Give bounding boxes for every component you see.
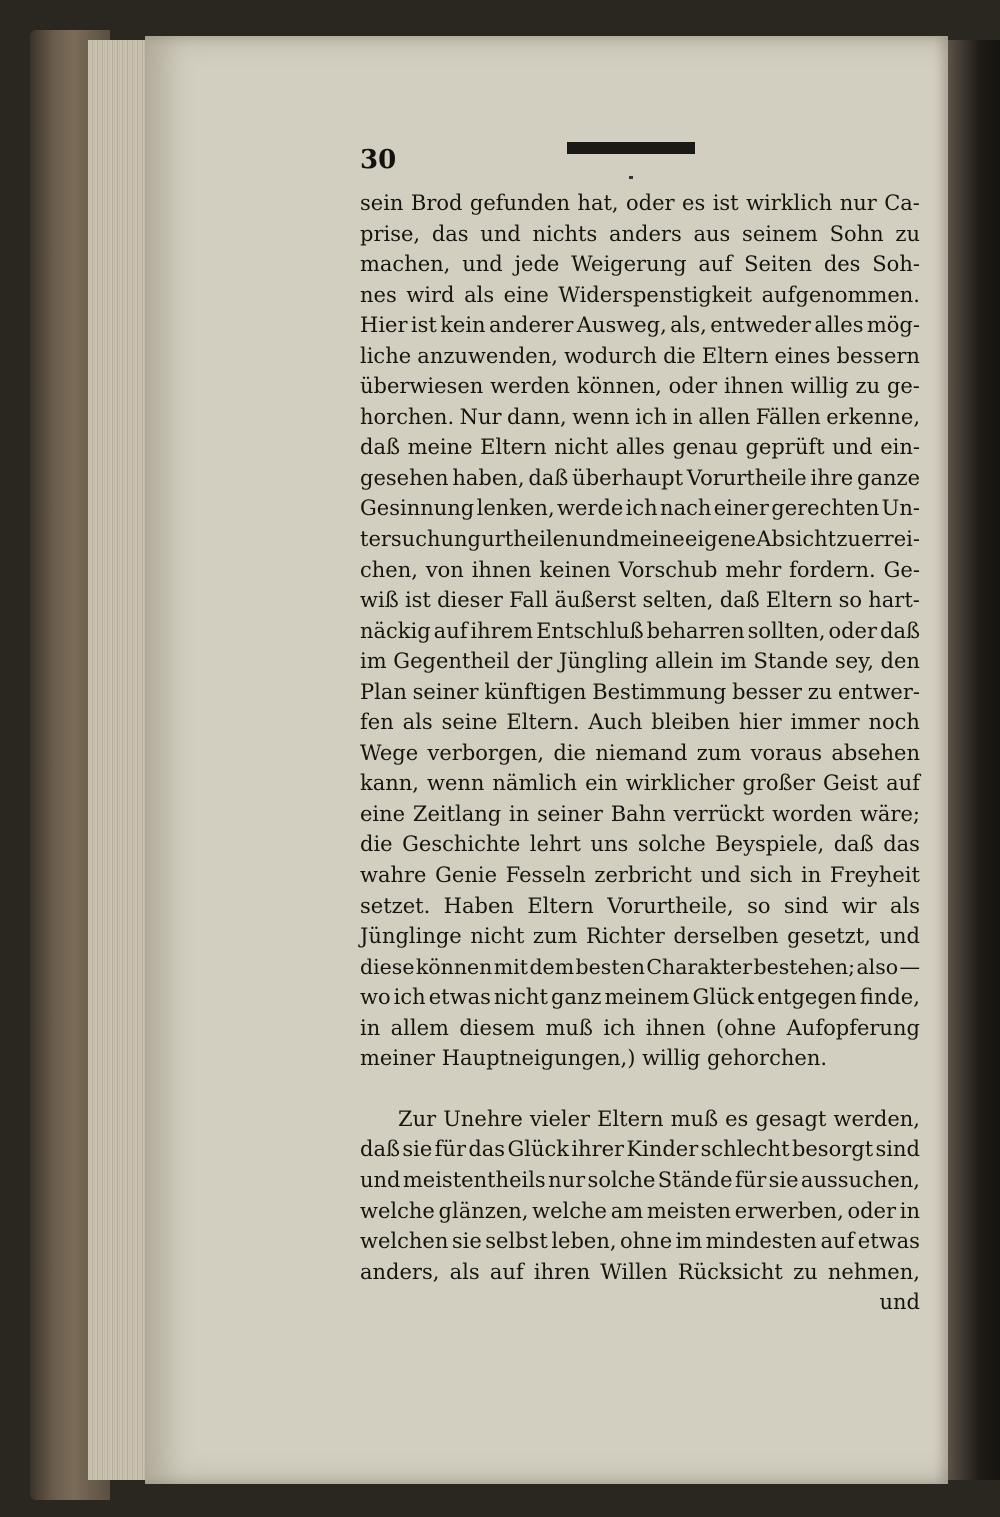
text-line: kann, wenn nämlich ein wirklicher großer Geist auf [360, 771, 920, 796]
catchword: und [879, 1290, 920, 1315]
text-line: fen als seine Eltern. Auch bleiben hier immer noch [360, 710, 920, 735]
facing-page-shadow [948, 40, 1000, 1480]
paragraph-gap [360, 1074, 920, 1104]
text-line: Hier ist kein anderer Ausweg, als, entweder alles mög- [360, 313, 920, 338]
text-line: Zur Unehre vieler Eltern muß es gesagt werden, [398, 1106, 920, 1131]
text-line: welchen sie selbst leben, ohne im mindesten auf etwas [360, 1229, 920, 1254]
text-line: tersuchung urtheilen und meine eigene Absicht zu errei- [360, 527, 920, 552]
text-line: anders, als auf ihren Willen Rücksicht zu nehmen, [360, 1259, 920, 1284]
text-line: chen, von ihnen keinen Vorschub mehr fordern. Ge- [360, 557, 920, 582]
paragraph-1 [360, 188, 920, 1074]
text-line: wo ich etwas nicht ganz meinem Glück entgegen finde, [360, 985, 920, 1010]
text-line: Plan seiner künftigen Bestimmung besser zu entwer- [360, 679, 920, 704]
text-line: in allem diesem muß ich ihnen (ohne Aufopferung [360, 1015, 920, 1040]
page-number: 30 [360, 145, 397, 175]
text-line: machen, und jede Weigerung auf Seiten des Soh- [360, 252, 920, 277]
text-line: wahre Genie Fesseln zerbricht und sich in Freyheit [360, 863, 920, 888]
text-line: im Gegentheil der Jüngling allein im Stande sey, den [360, 649, 920, 674]
text-line: diese können mit dem besten Charakter bestehen; also — [360, 954, 920, 979]
text-line: überwiesen werden können, oder ihnen willig zu ge- [360, 374, 920, 399]
text-line: setzet. Haben Eltern Vorurtheile, so sind wir als [360, 893, 920, 918]
text-line: prise, das und nichts anders aus seinem Sohn zu [360, 221, 920, 246]
header-tick-mark [629, 176, 633, 179]
paragraph-2 [360, 1104, 920, 1287]
page-text [360, 188, 920, 1318]
text-line: horchen. Nur dann, wenn ich in allen Fällen erkenne, [360, 404, 920, 429]
text-line: Gesinnung lenken, werde ich nach einer gerechten Un- [360, 496, 920, 521]
page-stack-edge [88, 40, 148, 1480]
text-line: nes wird als eine Widerspenstigkeit aufgenommen. [360, 282, 920, 307]
text-line: welche glänzen, welche am meisten erwerben, oder in [360, 1198, 920, 1223]
text-line: daß meine Eltern nicht alles genau geprüft und ein- [360, 435, 920, 460]
text-line: eine Zeitlang in seiner Bahn verrückt worden wäre; [360, 801, 920, 826]
text-line: näckig auf ihrem Entschluß beharren sollten, oder daß [360, 618, 920, 643]
text-line: gesehen haben, daß überhaupt Vorurtheile ihre ganze [360, 465, 920, 490]
text-line: Wege verborgen, die niemand zum voraus absehen [360, 740, 920, 765]
text-line: wiß ist dieser Fall äußerst selten, daß Eltern so hart- [360, 588, 920, 613]
header-rule [567, 142, 695, 154]
text-line: sein Brod gefunden hat, oder es ist wirklich nur Ca- [360, 191, 920, 215]
text-line: daß sie für das Glück ihrer Kinder schlecht besorgt sind [360, 1137, 920, 1162]
text-line: liche anzuwenden, wodurch die Eltern eines bessern [360, 343, 920, 368]
text-line: die Geschichte lehrt uns solche Beyspiele, daß das [360, 832, 920, 857]
text-line: meiner Hauptneigungen,) willig gehorchen. [360, 1046, 828, 1071]
text-line: Jünglinge nicht zum Richter derselben gesetzt, und [360, 924, 920, 949]
text-line: und meistentheils nur solche Stände für sie aussuchen, [360, 1167, 920, 1192]
